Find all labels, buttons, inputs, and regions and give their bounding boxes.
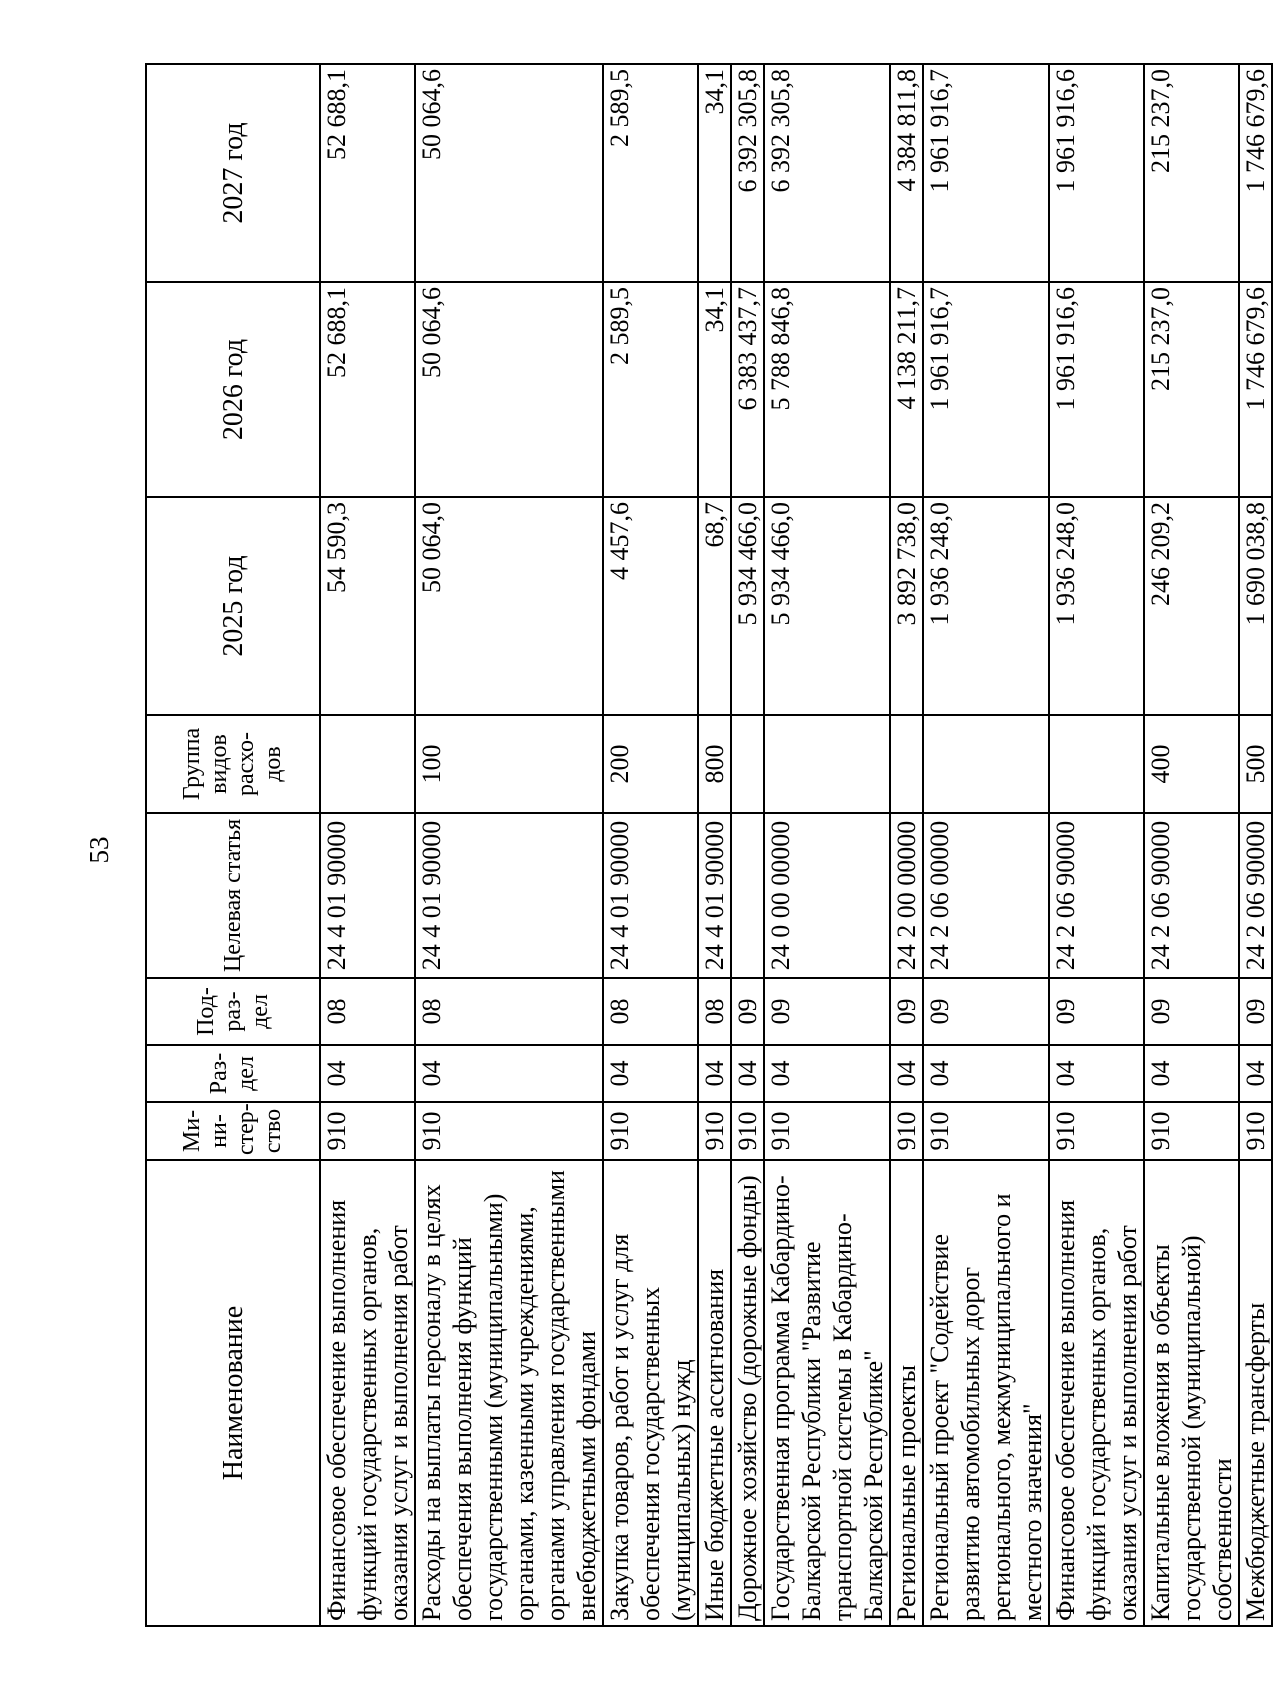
cell-2027: 2 589,5 — [603, 64, 698, 282]
cell-ministry: 910 — [415, 1102, 603, 1160]
cell-2025: 5 934 466,0 — [731, 497, 764, 715]
header-2026: 2026 год — [146, 282, 320, 497]
cell-section: 04 — [1049, 1045, 1144, 1102]
cell-name: Межбюджетные трансферты — [1239, 1160, 1272, 1626]
cell-name: Финансовое обеспечение выполнения функций государственных органов, оказания услуг и выполнения работ — [1049, 1160, 1144, 1626]
cell-2026: 215 237,0 — [1144, 282, 1239, 497]
cell-2025: 50 064,0 — [415, 497, 603, 715]
cell-expense-group: 800 — [698, 715, 731, 813]
cell-2026: 52 688,1 — [320, 282, 415, 497]
cell-2026: 2 589,5 — [603, 282, 698, 497]
table-row — [415, 64, 603, 1626]
cell-expense-group: 100 — [415, 715, 603, 813]
budget-table — [145, 63, 1273, 1627]
cell-section: 04 — [764, 1045, 890, 1102]
cell-2026: 1 746 679,6 — [1239, 282, 1272, 497]
cell-2027: 1 961 916,7 — [923, 64, 1049, 282]
cell-2027: 4 384 811,8 — [890, 64, 923, 282]
cell-target: 24 2 06 00000 — [923, 813, 1049, 978]
cell-expense-group: 400 — [1144, 715, 1239, 813]
cell-ministry: 910 — [890, 1102, 923, 1160]
cell-name: Закупка товаров, работ и услуг для обеспечения государственных (муниципальных) нужд — [603, 1160, 698, 1626]
cell-name: Региональный проект "Содействие развитию автомобильных дорог регионального, межмуниципального и местного значения" — [923, 1160, 1049, 1626]
cell-expense-group — [764, 715, 890, 813]
cell-expense-group: 500 — [1239, 715, 1272, 813]
cell-2025: 68,7 — [698, 497, 731, 715]
cell-subsection: 09 — [1144, 978, 1239, 1045]
cell-target: 24 2 06 90000 — [1049, 813, 1144, 978]
cell-ministry: 910 — [923, 1102, 1049, 1160]
cell-ministry: 910 — [320, 1102, 415, 1160]
cell-2027: 34,1 — [698, 64, 731, 282]
cell-2026: 1 961 916,7 — [923, 282, 1049, 497]
cell-target: 24 2 06 90000 — [1144, 813, 1239, 978]
table-row — [320, 64, 415, 1626]
cell-name: Региональные проекты — [890, 1160, 923, 1626]
cell-target: 24 4 01 90000 — [320, 813, 415, 978]
cell-2026: 6 383 437,7 — [731, 282, 764, 497]
cell-ministry: 910 — [764, 1102, 890, 1160]
cell-target: 24 4 01 90000 — [415, 813, 603, 978]
header-name: Наименование — [146, 1160, 320, 1626]
cell-2026: 50 064,6 — [415, 282, 603, 497]
cell-expense-group — [320, 715, 415, 813]
cell-2025: 4 457,6 — [603, 497, 698, 715]
cell-subsection: 09 — [890, 978, 923, 1045]
cell-section: 04 — [890, 1045, 923, 1102]
cell-subsection: 09 — [764, 978, 890, 1045]
cell-2027: 6 392 305,8 — [731, 64, 764, 282]
cell-target: 24 4 01 90000 — [603, 813, 698, 978]
cell-2026: 34,1 — [698, 282, 731, 497]
cell-target: 24 4 01 90000 — [698, 813, 731, 978]
header-2025: 2025 год — [146, 497, 320, 715]
cell-subsection: 09 — [731, 978, 764, 1045]
cell-section: 04 — [923, 1045, 1049, 1102]
cell-name: Расходы на выплаты персоналу в целях обеспечения выполнения функций государственными (муниципальными) органами, казенными учреждениями, органами управления государственными внебюджетными фондами — [415, 1160, 603, 1626]
table-row — [1144, 64, 1239, 1626]
cell-2025: 3 892 738,0 — [890, 497, 923, 715]
cell-target: 24 2 00 00000 — [890, 813, 923, 978]
cell-ministry: 910 — [1049, 1102, 1144, 1160]
table-row — [698, 64, 731, 1626]
table-row — [1049, 64, 1144, 1626]
table-row — [923, 64, 1049, 1626]
table-header-row — [146, 64, 320, 1626]
cell-section: 04 — [698, 1045, 731, 1102]
cell-section: 04 — [1239, 1045, 1272, 1102]
table-row — [1239, 64, 1272, 1626]
cell-2025: 5 934 466,0 — [764, 497, 890, 715]
cell-target: 24 2 06 90000 — [1239, 813, 1272, 978]
cell-section: 04 — [603, 1045, 698, 1102]
header-section: Раз-дел — [146, 1045, 320, 1102]
cell-2025: 1 690 038,8 — [1239, 497, 1272, 715]
cell-target: 24 0 00 00000 — [764, 813, 890, 978]
header-expense-group: Группа видов расхо-дов — [146, 715, 320, 813]
cell-subsection: 08 — [415, 978, 603, 1045]
cell-subsection: 08 — [698, 978, 731, 1045]
cell-expense-group: 200 — [603, 715, 698, 813]
cell-name: Капитальные вложения в объекты государственной (муниципальной) собственности — [1144, 1160, 1239, 1626]
cell-2025: 54 590,3 — [320, 497, 415, 715]
cell-subsection: 08 — [603, 978, 698, 1045]
cell-name: Дорожное хозяйство (дорожные фонды) — [731, 1160, 764, 1626]
cell-subsection: 09 — [1239, 978, 1272, 1045]
cell-2026: 1 961 916,6 — [1049, 282, 1144, 497]
header-ministry: Ми-ни-стер-ство — [146, 1102, 320, 1160]
cell-expense-group — [890, 715, 923, 813]
table-row — [890, 64, 923, 1626]
cell-section: 04 — [415, 1045, 603, 1102]
header-2027: 2027 год — [146, 64, 320, 282]
cell-subsection: 09 — [1049, 978, 1144, 1045]
cell-expense-group — [923, 715, 1049, 813]
header-target: Целевая статья — [146, 813, 320, 978]
cell-subsection: 08 — [320, 978, 415, 1045]
cell-name: Иные бюджетные ассигнования — [698, 1160, 731, 1626]
cell-section: 04 — [320, 1045, 415, 1102]
cell-2026: 5 788 846,8 — [764, 282, 890, 497]
cell-2027: 1 746 679,6 — [1239, 64, 1272, 282]
cell-expense-group — [1049, 715, 1144, 813]
cell-ministry: 910 — [603, 1102, 698, 1160]
cell-ministry: 910 — [731, 1102, 764, 1160]
cell-section: 04 — [731, 1045, 764, 1102]
cell-2025: 1 936 248,0 — [1049, 497, 1144, 715]
table-row — [764, 64, 890, 1626]
cell-2027: 6 392 305,8 — [764, 64, 890, 282]
page-number: 53 — [84, 836, 114, 864]
cell-name: Финансовое обеспечение выполнения функций государственных органов, оказания услуг и выполнения работ — [320, 1160, 415, 1626]
cell-2027: 50 064,6 — [415, 64, 603, 282]
cell-target — [731, 813, 764, 978]
cell-section: 04 — [1144, 1045, 1239, 1102]
cell-2025: 246 209,2 — [1144, 497, 1239, 715]
cell-2027: 215 237,0 — [1144, 64, 1239, 282]
cell-ministry: 910 — [1144, 1102, 1239, 1160]
cell-2027: 52 688,1 — [320, 64, 415, 282]
cell-2025: 1 936 248,0 — [923, 497, 1049, 715]
table-row — [603, 64, 698, 1626]
cell-expense-group — [731, 715, 764, 813]
cell-ministry: 910 — [698, 1102, 731, 1160]
table-row — [731, 64, 764, 1626]
cell-name: Государственная программа Кабардино-Балкарской Республики "Развитие транспортной системы в Кабардино-Балкарской Республике" — [764, 1160, 890, 1626]
cell-subsection: 09 — [923, 978, 1049, 1045]
cell-2027: 1 961 916,6 — [1049, 64, 1144, 282]
header-subsection: Под-раз-дел — [146, 978, 320, 1045]
cell-ministry: 910 — [1239, 1102, 1272, 1160]
rotated-table-container — [145, 65, 1270, 1627]
cell-2026: 4 138 211,7 — [890, 282, 923, 497]
